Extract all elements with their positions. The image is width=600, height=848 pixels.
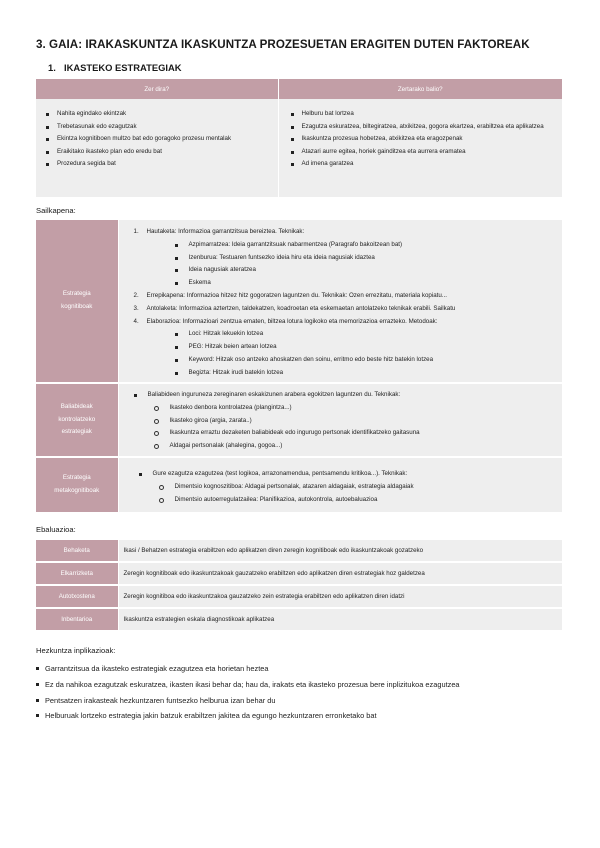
ebaluazioa-label: Ebaluazioa: [36,525,76,534]
sailkapena-label: Sailkapena: [36,206,76,215]
eval-category: Behaketa [36,540,118,562]
list-item: 3. Antolaketa: Informazioa aztertzen, taldekatzen, koadroetan eta eskemaetan antolatzeko teknikak erabili. Sailkatu [133,304,456,312]
what-list [36,108,278,171]
list-item: Loci: Hitzak lekuekin lotzea [175,328,557,341]
list-item: Ideia nagusiak ateratzea [175,264,557,277]
subsection-title: IKASTEKO ESTRATEGIAK [64,62,182,73]
list-item: Helburu bat lortzea [281,108,549,121]
eval-description: Ikasi / Behatzen estrategia erabiltzen edo aplikatzen diren zeregin kognitiboak edo ikaskuntzakoak gozatzeko [118,540,562,562]
eval-description: Zeregin kognitiboak edo ikaskuntzakoak gauzatzeko erabiltzen edo aplikatzen diren estrategiak hoz galdetzea [118,562,562,585]
intro-header-purpose: Zertarako balio? [278,79,562,99]
list-item: Eskema [175,277,557,290]
eval-description: Ikaskuntza estrategien eskala diagnostikoak aplikatzea [118,608,562,630]
cognitive-list [134,226,557,380]
resource-control-lead: Baliabideen inguruneza zereginaren eskakizunen arabera egokitzen laguntzen du. Teknikak: [134,389,557,402]
list-item: Ikasteko denbora kontrolatzea (plangintza...) [154,402,557,415]
list-item: Trebetasunak edo ezagutzak [36,121,256,134]
list-item: Azpimarratzea: Ideia garrantzitsuak nabarmentzea (Paragrafo bakoitzean bat) [175,239,557,252]
list-item: Prozedura segida bat [36,158,256,171]
list-item: PEG: Hitzak beien artean lotzea [175,341,557,354]
list-item: 2. Errepikapena: Informazioa hitzez hitz gogoratzen laguntzen du. Teknikak: Ozen errezitatu, materiala kopiatu... [133,291,447,299]
category-cognitive: Estrategia kognitiboak [36,220,118,383]
list-item: Keyword: Hitzak oso antzeko ahoskatzen den soinu, erritmo edo beste hitz batekin lotzea [175,354,557,367]
metacognitive-content [118,457,562,512]
list-item: Ez da nahikoa ezagutzak eskuratzea, ikasten ikasi behar da; hau da, irakats eta ikasteko prozesua bere inplizitukoa ezagutzea [36,677,562,693]
evaluation-table [36,540,562,630]
intro-table [36,79,562,197]
classification-table [36,220,562,512]
list-item: Helburuak lortzeko estrategia jakin batzuk erabiltzen jakitea da egungo hezkuntzaren erronketako bat [36,708,562,724]
eval-category: Inbentarioa [36,608,118,630]
list-item: Eraikitako ikasteko plan edo eredu bat [36,146,256,159]
intro-header-what: Zer dira? [36,79,278,99]
list-item: Ekintza kognitiboen multzo bat edo goragoko prozesu mentalak [36,133,256,146]
intro-right-cell [278,99,562,197]
list-item: Ezagutza eskuratzea, biltegiratzea, atxikitzea, gogora ekartzea, erabiltzea eta aplikatzea [281,121,549,134]
cognitive-content [118,220,562,383]
list-item: Garrantzitsua da ikasteko estrategiak ezagutzea eta horietan heztea [36,661,562,677]
metacognitive-lead: Gure ezagutza ezagutzea (test logikoa, arrazonamendua, pentsamendu kritikoa...). Teknikak: [139,468,557,481]
list-item: Ad imena garatzea [281,158,549,171]
list-item: Nahita egindako ekintzak [36,108,256,121]
list-item: 4. Elaborazioa: Informazioari zentzua ematen, biltzea lotura logikoko eta memorizazioa errazteko. Metodoak: Loci: Hitzak lekuekin lotzea PEG: Hitzak beien artean lotzea Keyword: Hitzak oso antzeko ahoskatzen den soinu, erritmo edo beste hitz batekin lotzea Begizta: Hitzak irudi batekin lotzea [134,316,557,380]
list-item: Dimentsio autoerregulatzailea: Planifikazioa, autokontrola, autoebaluazioa [159,494,557,507]
eval-description: Zeregin kognitiboa edo ikaskuntzakoa gauzatzeko zein estrategia erabiltzen edo aplikatzen diren idatzi [118,585,562,608]
eval-category: Elkarrizketa [36,562,118,585]
subsection-number: 1. [48,62,56,73]
list-item: Dimentsio kognoszitiboa: Aldagai pertsonalak, atazaren aldagaiak, estrategia aldagaiak [159,481,557,494]
intro-left-cell [36,99,278,197]
category-resource-control: Baliabideak kontrolatzeko estrategiak [36,383,118,457]
resource-control-content [118,383,562,457]
purpose-list [279,108,563,171]
list-item: Aldagai pertsonalak (ahaleginа, gogoa...) [154,440,557,453]
inplikazioak-label: Hezkuntza inplikazioak: [36,646,116,655]
list-item: Atazari aurre egitea, horiek gainditzea eta aurrera eramatea [281,146,549,159]
list-item: Begizta: Hitzak irudi batekin lotzea [175,367,557,380]
implications-list [36,661,562,724]
list-item: Izenburua: Testuaren funtsezko ideia hiru eta ideia nagusiak idaztea [175,252,557,265]
list-item: Ikaskuntza erraztu dezaketen baliabideak edo ingurugo pertsonak identifikatzeko gaitasuna [154,427,557,440]
list-item: 1. Hautaketa: Informazioa garrantzitsua bereiztea. Teknikak: Azpimarratzea: Ideia garrantzitsuak nabarmentzea (Paragrafo bakoitzean bat) Izenburua: Testuaren funtsezko ideia hiru eta ideia nagusiak idaztea Ideia nagusiak ateratzea Eskema [134,226,557,290]
list-item: Ikaskuntza prozesua hobetzea, atxikitzea eta eragozpenak [281,133,549,146]
page-title: 3. GAIA: IRAKASKUNTZA IKASKUNTZA PROZESUETAN ERAGITEN DUTEN FAKTOREAK [36,38,530,51]
category-metacognitive: Estrategia metakognitiboak [36,457,118,512]
list-item: Pentsatzen irakasteak hezkuntzaren funtsezko helburua izan behar du [36,693,562,709]
subsection-heading [48,62,182,73]
eval-category: Autotxostena [36,585,118,608]
list-item: Ikasteko giroa (argia, zarata..) [154,415,557,428]
